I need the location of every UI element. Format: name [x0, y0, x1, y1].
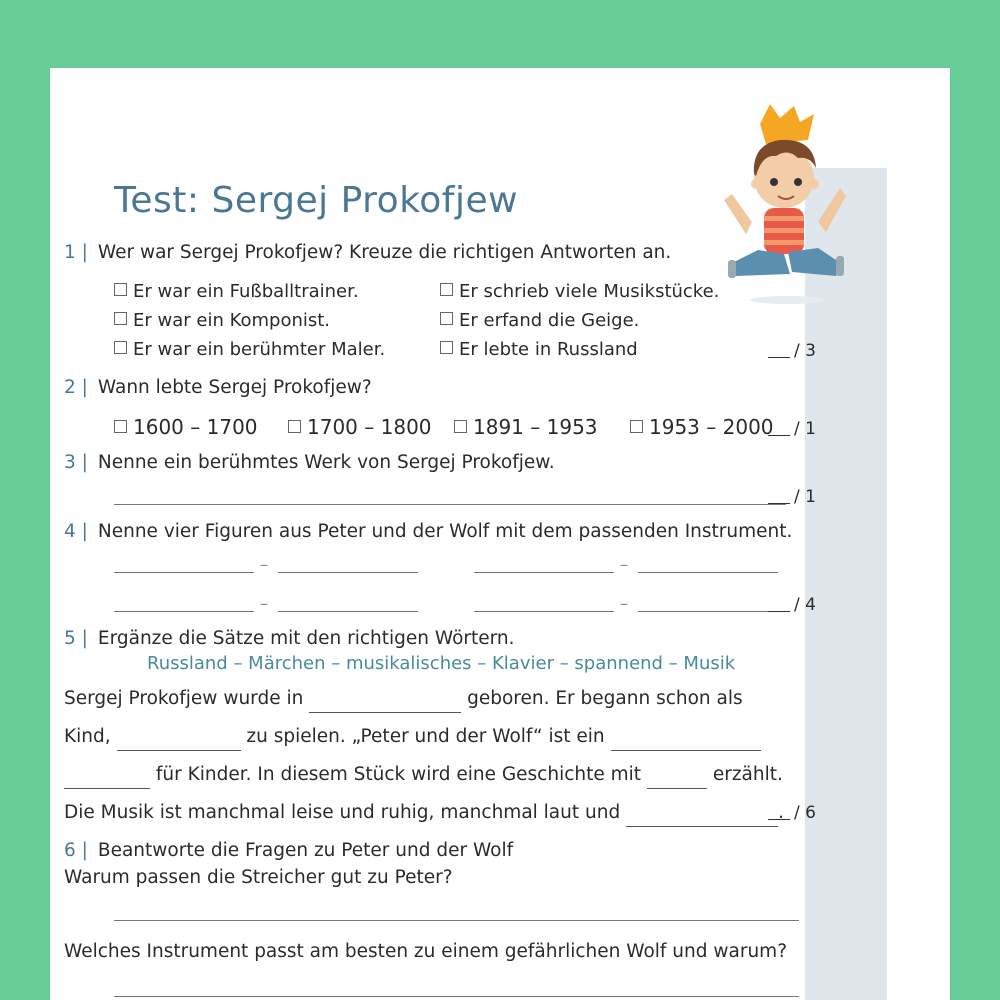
answer-line[interactable]: [114, 504, 786, 505]
checkbox-icon[interactable]: [440, 341, 453, 354]
question-number: 5 |: [64, 628, 88, 649]
answer-line[interactable]: [114, 572, 254, 573]
question-text: Ergänze die Sätze mit den richtigen Wörtern.: [97, 628, 515, 649]
question-text: Wann lebte Sergej Prokofjew?: [97, 377, 372, 398]
score-field[interactable]: / 3: [768, 341, 816, 361]
blank-input[interactable]: [64, 767, 150, 789]
checkbox-icon[interactable]: [114, 283, 127, 296]
question-text: Nenne vier Figuren aus Peter und der Wolf mit dem passenden Instrument.: [97, 521, 793, 542]
cloze-sentence: Die Musik ist manchmal leise und ruhig, manchmal laut und .: [64, 802, 784, 827]
answer-line[interactable]: [114, 996, 799, 997]
question-number: 3 |: [64, 452, 88, 473]
checkbox-icon[interactable]: [114, 312, 127, 325]
score-field[interactable]: / 1: [768, 419, 816, 439]
q2-option[interactable]: 1600 – 1700: [114, 415, 258, 439]
boy-illustration: [718, 104, 848, 304]
q1-option[interactable]: Er erfand die Geige.: [440, 310, 639, 331]
checkbox-icon[interactable]: [288, 420, 301, 433]
checkbox-icon[interactable]: [114, 420, 127, 433]
worksheet-title: Test: Sergej Prokofjew: [114, 180, 519, 221]
question-text: Beantworte die Fragen zu Peter und der Wolf: [97, 840, 514, 861]
q1-option[interactable]: Er war ein berühmter Maler.: [114, 339, 385, 360]
blank-input[interactable]: [117, 729, 241, 751]
checkbox-icon[interactable]: [440, 312, 453, 325]
answer-line[interactable]: [474, 611, 614, 612]
blank-input[interactable]: [309, 691, 461, 713]
question-number: 1 |: [64, 242, 88, 263]
answer-line[interactable]: [114, 611, 254, 612]
question-6-sub-1: Warum passen die Streicher gut zu Peter?: [64, 867, 453, 888]
dash-separator: –: [260, 555, 268, 574]
q2-option[interactable]: 1700 – 1800: [288, 415, 432, 439]
blank-input[interactable]: [611, 729, 761, 751]
q1-option[interactable]: Er war ein Fußballtrainer.: [114, 281, 359, 302]
question-5: [64, 628, 515, 649]
question-text: Nenne ein berühmtes Werk von Sergej Prokofjew.: [97, 452, 555, 473]
answer-line[interactable]: [278, 572, 418, 573]
score-field[interactable]: / 4: [768, 595, 816, 615]
cloze-sentence: Sergej Prokofjew wurde in geboren. Er begann schon als: [64, 688, 743, 713]
q2-option[interactable]: 1953 – 2000: [630, 415, 774, 439]
answer-line[interactable]: [474, 572, 614, 573]
question-1: [64, 242, 671, 263]
answer-line[interactable]: [114, 920, 799, 921]
question-6-sub-2: Welches Instrument passt am besten zu einem gefährlichen Wolf und warum?: [64, 941, 788, 962]
checkbox-icon[interactable]: [440, 283, 453, 296]
question-6: [64, 840, 513, 861]
q1-option[interactable]: Er war ein Komponist.: [114, 310, 330, 331]
question-text: Wer war Sergej Prokofjew? Kreuze die richtigen Antworten an.: [97, 242, 672, 263]
score-field[interactable]: / 1: [768, 487, 816, 507]
checkbox-icon[interactable]: [114, 341, 127, 354]
q1-option[interactable]: Er schrieb viele Musikstücke.: [440, 281, 719, 302]
question-3: [64, 452, 555, 473]
score-field[interactable]: / 6: [768, 803, 816, 823]
question-number: 4 |: [64, 521, 88, 542]
q2-option[interactable]: 1891 – 1953: [454, 415, 598, 439]
question-2: [64, 377, 372, 398]
question-number: 2 |: [64, 377, 88, 398]
dash-separator: –: [260, 594, 268, 613]
q1-option[interactable]: Er lebte in Russland: [440, 339, 638, 360]
blank-input[interactable]: [647, 767, 707, 789]
blank-input[interactable]: [626, 805, 778, 827]
cloze-sentence: für Kinder. In diesem Stück wird eine Geschichte mit erzählt.: [64, 764, 783, 789]
checkbox-icon[interactable]: [630, 420, 643, 433]
answer-line[interactable]: [638, 572, 778, 573]
word-bank: Russland – Märchen – musikalisches – Klavier – spannend – Musik: [147, 653, 736, 674]
question-number: 6 |: [64, 840, 88, 861]
cloze-sentence: Kind, zu spielen. „Peter und der Wolf“ ist ein: [64, 726, 761, 751]
dash-separator: –: [620, 555, 628, 574]
answer-line[interactable]: [638, 611, 778, 612]
dash-separator: –: [620, 594, 628, 613]
answer-line[interactable]: [278, 611, 418, 612]
checkbox-icon[interactable]: [454, 420, 467, 433]
question-4: [64, 521, 792, 542]
